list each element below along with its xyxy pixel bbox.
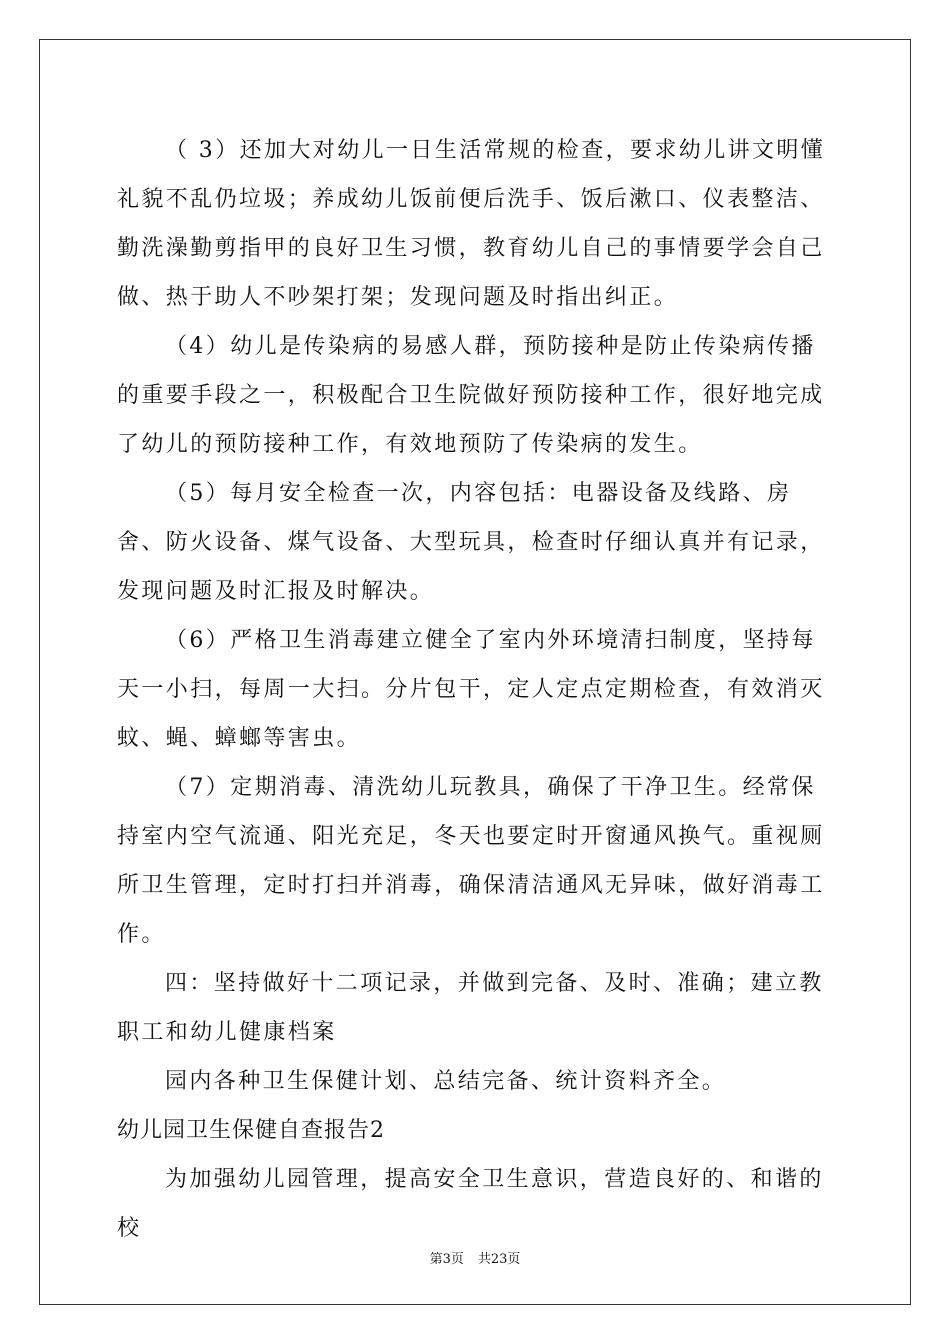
paragraph-toy-cleaning: （7）定期消毒、清洗幼儿玩教具，确保了干净卫生。经常保持室内空气流通、阳光充足，冬天也要定时开窗通风换气。重视厕所卫生管理，定时打扫并消毒，确保清洁通风无异味，做好消毒工作。 bbox=[117, 775, 825, 947]
page-total: 共23页 bbox=[477, 1252, 521, 1267]
paragraph-safety-check: （5）每月安全检查一次，内容包括：电器设备及线路、房舍、防火设备、煤气设备、大型玩具，检查时仔细认真并有记录，发现问题及时汇报及时解决。 bbox=[117, 481, 825, 604]
paragraph-plans: 园内各种卫生保健计划、总结完备、统计资料齐全。 bbox=[165, 1069, 727, 1094]
section-title: 幼儿园卫生保健自查报告2 bbox=[117, 1118, 385, 1143]
paragraph-hygiene-routine: （ 3）还加大对幼儿一日生活常规的检查，要求幼儿讲文明懂礼貌不乱仍垃圾；养成幼儿饭前便后洗手、饭后漱口、仪表整洁、勤洗澡勤剪指甲的良好卫生习惯，教育幼儿自己的事情要学会自己做、热于助人不吵架打架；发现问题及时指出纠正。 bbox=[117, 138, 826, 310]
paragraph-records: 四：坚持做好十二项记录，并做到完备、及时、准确；建立教职工和幼儿健康档案 bbox=[117, 971, 824, 1045]
paragraph-disinfection: （6）严格卫生消毒建立健全了室内外环境清扫制度，坚持每天一小扫，每周一大扫。分片包干，定人定点定期检查，有效消灭蚊、蝇、蟑螂等害虫。 bbox=[117, 628, 825, 751]
document-body bbox=[117, 126, 837, 1253]
paragraph-vaccination: （4）幼儿是传染病的易感人群，预防接种是防止传染病传播的重要手段之一，积极配合卫生院做好预防接种工作，很好地完成了幼儿的预防接种工作，有效地预防了传染病的发生。 bbox=[117, 334, 825, 457]
paragraph-intro: 为加强幼儿园管理，提高安全卫生意识，营造良好的、和谐的校 bbox=[117, 1167, 824, 1241]
page-footer bbox=[0, 1248, 950, 1267]
page-number: 第3页 bbox=[429, 1252, 464, 1267]
